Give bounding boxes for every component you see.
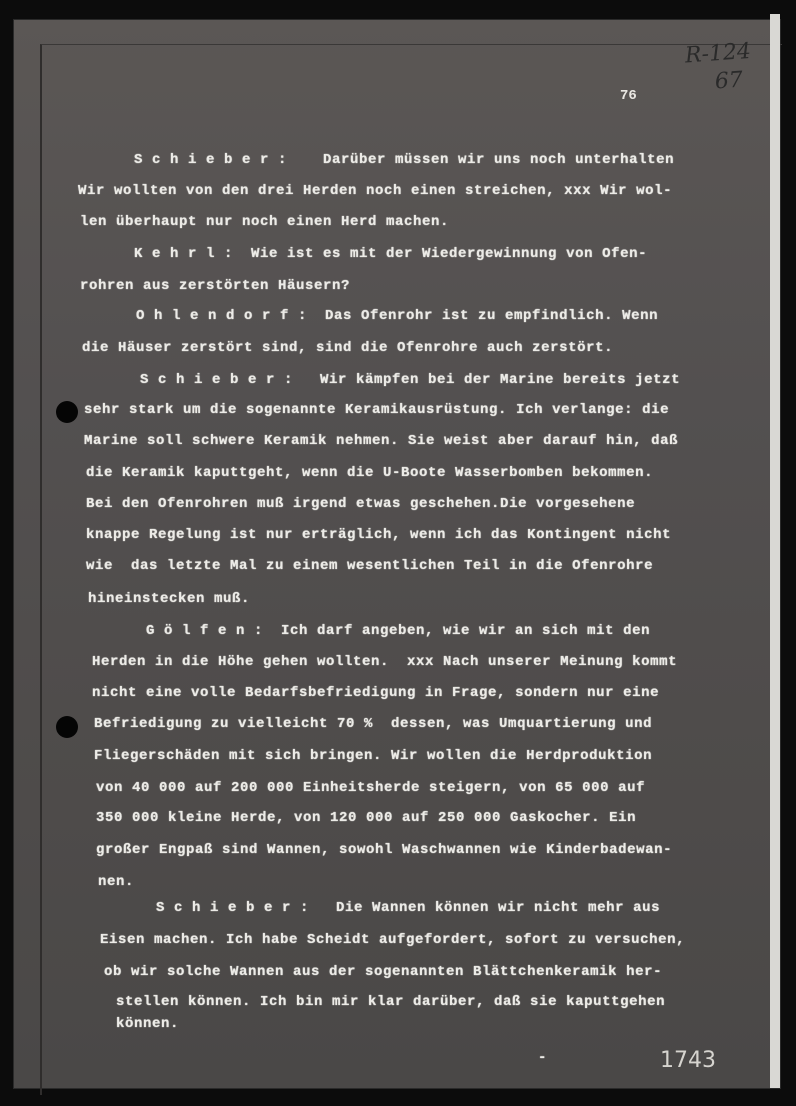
text-line: Befriedigung zu vielleicht 70 % dessen, was Umquartierung und (94, 716, 653, 732)
text-line: die Keramik kaputtgeht, wenn die U-Boote Wasserbomben bekommen. (86, 465, 654, 481)
text-line: sehr stark um die sogenannte Keramikausrüstung. Ich verlange: die (84, 402, 670, 418)
footer-dash: - (538, 1050, 548, 1066)
punch-hole-top (56, 401, 78, 423)
text-line: Fliegerschäden mit sich bringen. Wir wollen die Herdproduktion (94, 748, 653, 764)
corner-note-line-2: 67 (714, 67, 744, 95)
text-line: Marine soll schwere Keramik nehmen. Sie weist aber darauf hin, daß (84, 433, 679, 449)
text-line: können. (116, 1016, 180, 1032)
punch-hole-bottom (56, 716, 78, 738)
text-line: wie das letzte Mal zu einem wesentlichen Teil in die Ofenrohre (86, 558, 654, 574)
text-line: len überhaupt nur noch einen Herd machen. (80, 214, 450, 230)
text-line: nen. (98, 874, 135, 890)
text-line: hineinstecken muß. (88, 591, 251, 607)
text-line: Wir wollten von den drei Herden noch einen streichen, xxx Wir wol- (78, 183, 673, 199)
text-line: S c h i e b e r : Die Wannen können wir nicht mehr aus (156, 900, 661, 916)
text-line: knappe Regelung ist nur erträglich, wenn ich das Kontingent nicht (86, 527, 672, 543)
text-line: die Häuser zerstört sind, sind die Ofenrohre auch zerstört. (82, 340, 614, 356)
text-line: G ö l f e n : Ich darf angeben, wie wir an sich mit den (146, 623, 651, 639)
archive-number: 1743 (660, 1048, 716, 1073)
handwritten-corner-note (684, 38, 758, 99)
text-line: stellen können. Ich bin mir klar darüber, daß sie kaputtgehen (116, 994, 666, 1010)
text-line: O h l e n d o r f : Das Ofenrohr ist zu empfindlich. Wenn (136, 308, 659, 324)
text-line: K e h r l : Wie ist es mit der Wiedergewinnung von Ofen- (134, 246, 648, 262)
text-line: nicht eine volle Bedarfsbefriedigung in Frage, sondern nur eine (92, 685, 660, 701)
corner-note-line-1: R-124 (684, 38, 752, 69)
document-page (14, 20, 780, 1088)
text-line: Herden in die Höhe gehen wollten. xxx Nach unserer Meinung kommt (92, 654, 678, 670)
text-line: rohren aus zerstörten Häusern? (80, 278, 351, 294)
text-line: Bei den Ofenrohren muß irgend etwas geschehen.Die vorgesehene (86, 496, 636, 512)
text-line: S c h i e b e r : Darüber müssen wir uns noch unterhalten (134, 152, 675, 168)
text-line: 350 000 kleine Herde, von 120 000 auf 250 000 Gaskocher. Ein (96, 810, 637, 826)
text-line: ob wir solche Wannen aus der sogenannten Blättchenkeramik her- (104, 964, 663, 980)
text-line: S c h i e b e r : Wir kämpfen bei der Marine bereits jetzt (140, 372, 681, 388)
text-line: Eisen machen. Ich habe Scheidt aufgefordert, sofort zu versuchen, (100, 932, 686, 948)
text-line: von 40 000 auf 200 000 Einheitsherde steigern, von 65 000 auf (96, 780, 646, 796)
page-number: 76 (620, 88, 637, 104)
paper-margin-strip (770, 14, 780, 1088)
text-line: großer Engpaß sind Wannen, sowohl Waschwannen wie Kinderbadewan- (96, 842, 673, 858)
